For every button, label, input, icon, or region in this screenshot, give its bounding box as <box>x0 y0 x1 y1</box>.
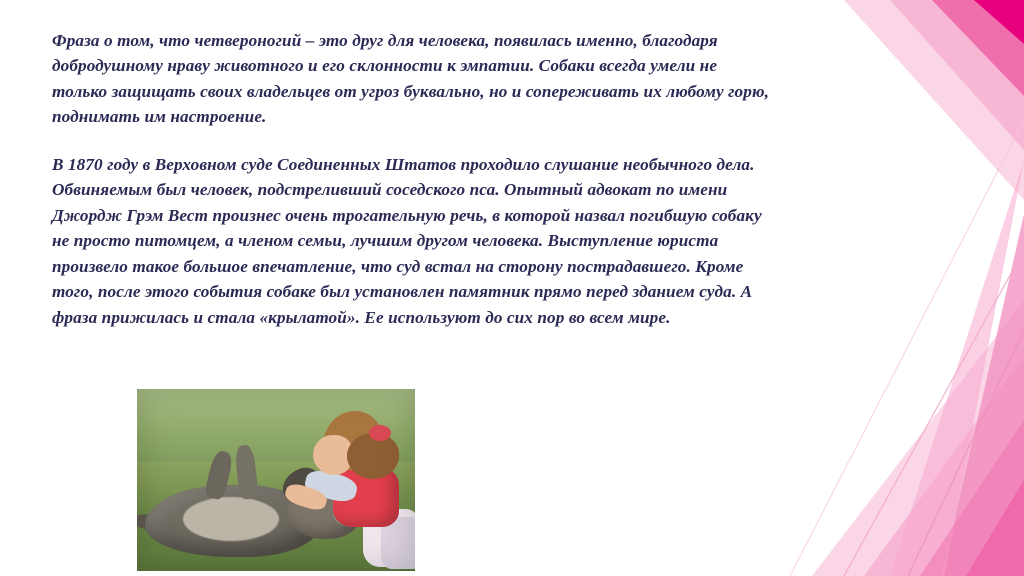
photo-girl-with-dog <box>137 389 415 571</box>
photo-canvas <box>137 389 415 571</box>
paragraph-2: В 1870 году в Верховном суде Соединенных Штатов проходило слушание необычного дела. Обвиняемым был человек, подстреливший соседского пса. Опытный адвокат по имени Джордж Грэм Вест произнес очень трогательную речь, в которой назвал погибшую собаку не просто питомцем, а членом семьи, лучшим другом человека. Выступление юриста произвело такое большое впечатление, что суд встал на сторону пострадавшего. Кроме того, после этого события собаке был установлен памятник прямо перед зданием суда. А фраза прижилась и стала «крылатой». Ее используют до сих пор во всем мире. <box>52 154 762 327</box>
paragraph-1: Фраза о том, что четвероногий – это друг для человека, появилась именно, благодаря добродушному нраву животного и его склонности к эмпатии. Собаки всегда умели не только защищать своих владельцев от угроз буквально, но и сопереживать их любому горю, поднимать им настроение. <box>52 31 769 127</box>
slide-text-body <box>52 28 772 344</box>
photo-vignette <box>137 389 415 571</box>
